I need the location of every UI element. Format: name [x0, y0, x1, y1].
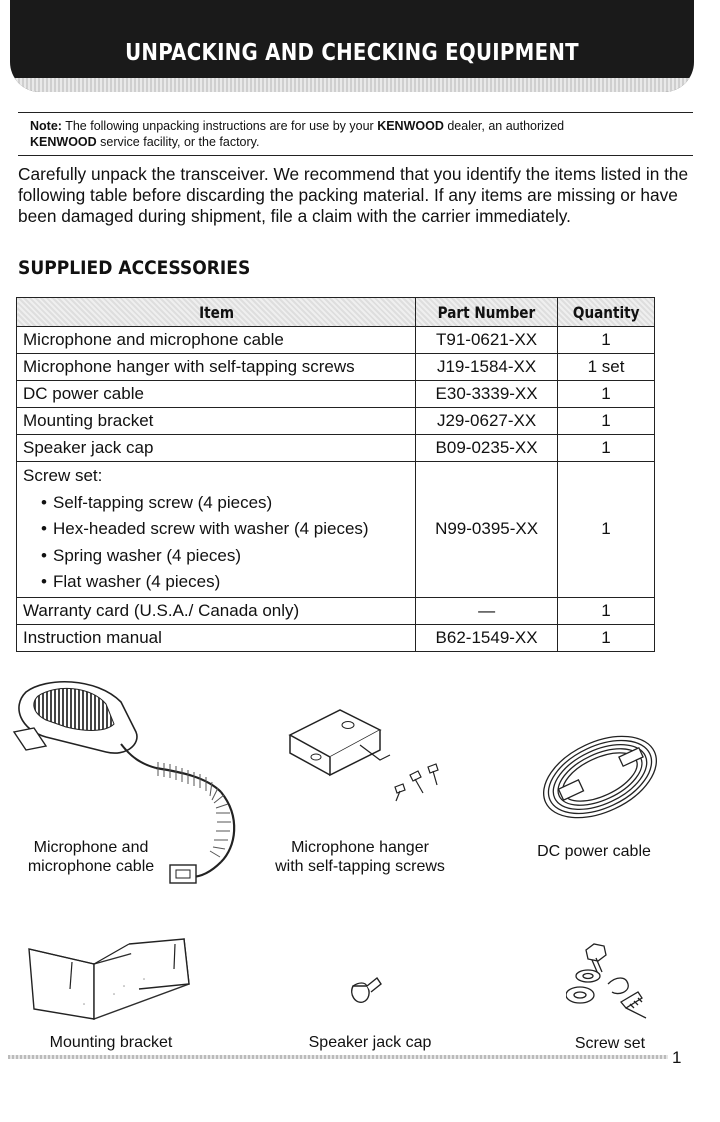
- qty-cell: 1: [558, 624, 655, 651]
- bracket-illustration: [24, 924, 204, 1024]
- item-cell: Mounting bracket: [17, 408, 416, 435]
- jack-cap-caption: Speaker jack cap: [308, 1034, 432, 1051]
- page-title: UNPACKING AND CHECKING EQUIPMENT: [125, 40, 579, 66]
- table-row-screw-set: [17, 462, 655, 598]
- part-cell: J29-0627-XX: [416, 408, 558, 435]
- screw-set-illustration: [566, 940, 656, 1020]
- screw-sub-item: • Self-tapping screw (4 pieces): [23, 490, 409, 517]
- part-cell: B62-1549-XX: [416, 624, 558, 651]
- table-row: [17, 408, 655, 435]
- qty-cell: 1: [558, 435, 655, 462]
- mic-caption-line: microphone cable: [27, 858, 155, 875]
- item-cell: Speaker jack cap: [17, 435, 416, 462]
- table-row: [17, 381, 655, 408]
- qty-cell: 1: [558, 462, 655, 598]
- part-cell: E30-3339-XX: [416, 381, 558, 408]
- screw-sub-item: • Hex-headed screw with washer (4 pieces): [23, 516, 409, 543]
- footer-rule: [8, 1055, 668, 1059]
- note-text-3: service facility, or the factory.: [100, 135, 260, 149]
- item-cell: Instruction manual: [17, 624, 416, 651]
- item-cell: Warranty card (U.S.A./ Canada only): [17, 597, 416, 624]
- table-row: [17, 354, 655, 381]
- table-row: [17, 435, 655, 462]
- screw-sub-item: • Flat washer (4 pieces): [23, 569, 409, 596]
- table-row: [17, 597, 655, 624]
- item-cell: DC power cable: [17, 381, 416, 408]
- page-number: 1: [672, 1048, 682, 1067]
- banner-shading: [10, 78, 694, 92]
- qty-cell: 1: [558, 327, 655, 354]
- qty-cell: 1: [558, 408, 655, 435]
- part-cell: —: [416, 597, 558, 624]
- section-title: SUPPLIED ACCESSORIES: [18, 257, 251, 279]
- header-quantity: Quantity: [558, 298, 655, 327]
- note-text-2: dealer, an authorized: [447, 119, 565, 133]
- part-cell: N99-0395-XX: [416, 462, 558, 598]
- note-brand: KENWOOD: [377, 119, 444, 133]
- item-cell: Microphone and microphone cable: [17, 327, 416, 354]
- table-row: [17, 624, 655, 651]
- part-cell: J19-1584-XX: [416, 354, 558, 381]
- dc-cable-caption: DC power cable: [537, 843, 651, 860]
- table-row: [17, 327, 655, 354]
- header-part-number: Part Number: [416, 298, 558, 327]
- item-cell: [17, 462, 416, 598]
- header-item: Item: [17, 298, 416, 327]
- note-brand-2: KENWOOD: [30, 135, 97, 149]
- note-label: Note:: [30, 119, 62, 133]
- bracket-caption: Mounting bracket: [49, 1034, 173, 1051]
- qty-cell: 1: [558, 381, 655, 408]
- dc-cable-illustration: [530, 712, 680, 822]
- note-text-1: The following unpacking instructions are for use by your: [65, 119, 374, 133]
- hanger-caption: [260, 838, 460, 876]
- qty-cell: 1: [558, 597, 655, 624]
- note-box: [18, 112, 693, 156]
- screw-sub-item: • Spring washer (4 pieces): [23, 543, 409, 570]
- hanger-illustration: [270, 705, 450, 810]
- jack-cap-illustration: [345, 972, 385, 1008]
- header-banner: [10, 0, 694, 92]
- intro-paragraph: Carefully unpack the transceiver. We recommend that you identify the items listed in the following table before discarding the packing material. If any items are missing or have been damaged during shipment, file a claim with the carrier immediately.: [18, 164, 689, 226]
- screw-set-label: Screw set:: [23, 466, 103, 485]
- table-header-row: [17, 298, 655, 327]
- mic-caption: [16, 838, 166, 876]
- item-cell: Microphone hanger with self-tapping screws: [17, 354, 416, 381]
- part-cell: B09-0235-XX: [416, 435, 558, 462]
- hanger-caption-line: with self-tapping screws: [275, 858, 445, 875]
- screw-set-caption: Screw set: [574, 1035, 646, 1052]
- accessories-table: [16, 297, 655, 652]
- qty-cell: 1 set: [558, 354, 655, 381]
- hanger-caption-line: Microphone hanger: [291, 839, 429, 856]
- part-cell: T91-0621-XX: [416, 327, 558, 354]
- mic-caption-line: Microphone and: [33, 839, 149, 856]
